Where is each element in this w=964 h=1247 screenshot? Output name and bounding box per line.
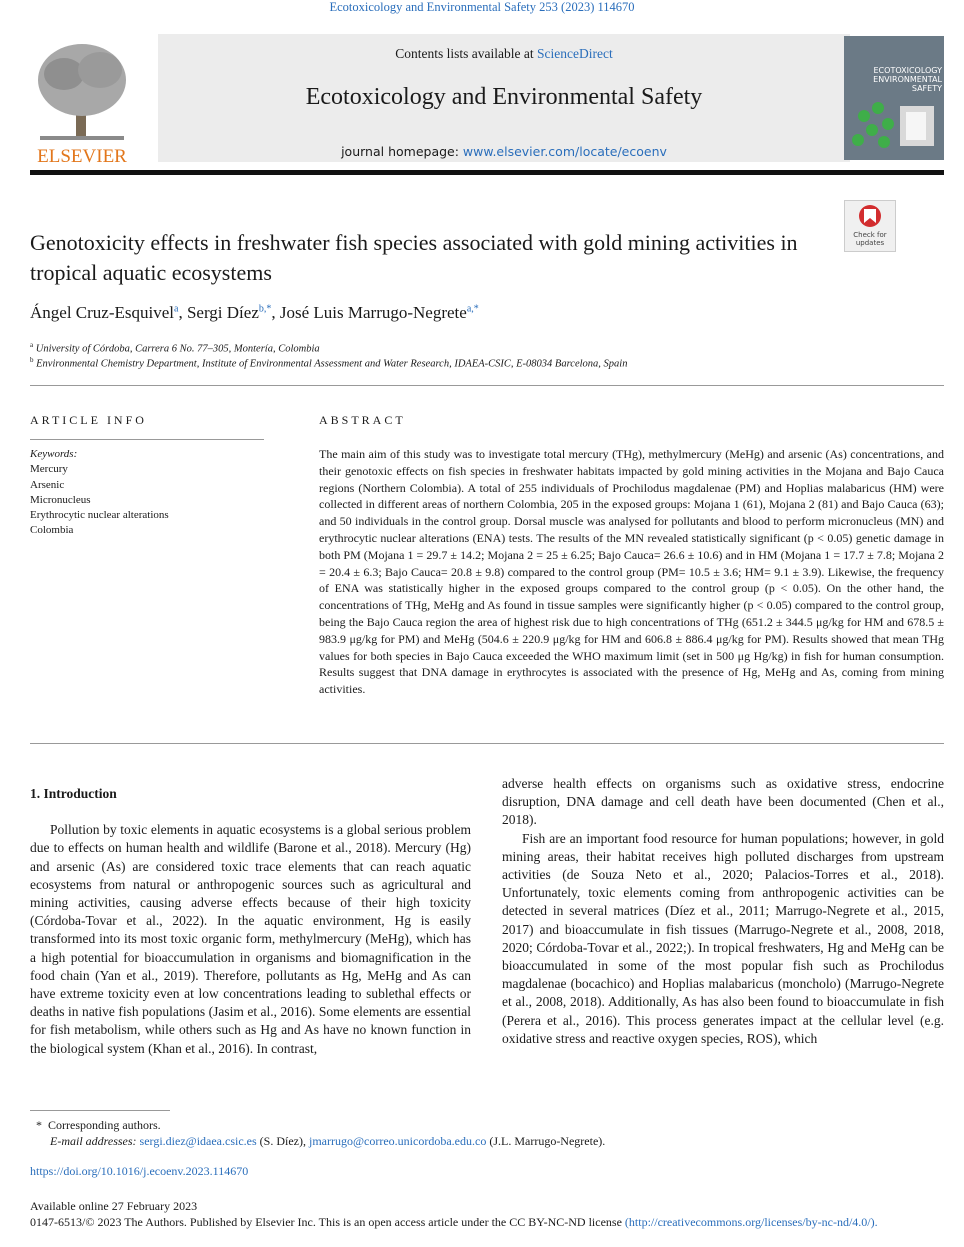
corresponding-note: * Corresponding authors. <box>36 1118 161 1132</box>
article-title: Genotoxicity effects in freshwater fish species associated with gold mining activities in tropical aquatic ecosystems <box>30 230 798 285</box>
homepage-line: journal homepage: www.elsevier.com/locate/ecoenv <box>341 144 667 159</box>
abstract-heading: ABSTRACT <box>319 413 406 427</box>
author-mark[interactable]: a <box>174 303 179 315</box>
affiliation: $^b$ Environmental Chemistry Department, Institute of Environmental Assessment and Water Research, IDAEA-CSIC, E-08034 Barcelona, Spain <box>30 356 628 370</box>
email-line: E-mail addresses: sergi.diez@idaea.csic.es (S. Díez), jmarrugo@correo.unicordoba.edu.co (J.L. Marrugo-Negrete). <box>50 1134 606 1148</box>
abstract-text: The main aim of this study was to investigate total mercury (THg), methylmercury (MeHg) and arsenic (As) concentrations, and their genotoxic effects on fish species in freshwater habitats impacted by gold mining activities in the Mojana and Bajo Cauca regions (Northern Colombia). A total of 255 individuals of Prochilodus magdalenae (PM) and Hoplias malabaricus (HM) were collected in different areas of northern Colombia, 205 in the exposed groups: Mojana 1 (61), Mojana 2 (81) and Bajo Cauca (63); and 50 individuals in the control group. Dorsal muscle was analysed for pollutants and blood to perform micronucleus (MN) and erythrocytic nuclear alterations (ENA) tests. The results of the MN revealed statistically significant (p < 0.05) genetic damage in both PM (Mojana 1 = 29.7 ± 14.2; Mojana 2 = 25 ± 6.25; Bajo Cauca= 26.6 ± 10.6) and in HM (Mojana 1 = 17.7 ± 7.8; Mojana 2 = 20.4 ± 6.3; Bajo Cauca= 20.8 ± 9.8) compared to the control group (PM= 10.5 ± 3.6; HM= 9.1 ± 3.9). Likewise, the frequency of ENA was statistically higher in the exposed groups compared to the control group (p < 0.05). On the other hand, the concentrations of THg, MeHg and As found in tissue samples were significantly higher (p < 0.05) compared to the control group, being the Bajo Cauca region the area of highest risk due to high concentrations of THg (651.2 ± 344.5 μg/kg for HM and 678.5 ± 983.9 μg/kg for PM) and MeHg (504.6 ± 220.9 μg/kg for HM and 606.8 ± 886.4 μg/kg for PM). Results showed that mean THg values for both species in Bajo Cauca exceeded the WHO maximum limit (set in 500 μg Hg/kg) in fish for human consumption. Results suggest that DNA damage in erythrocytes is associated with the presence of Hg, MeHg and As, coming from mining activities. <box>319 447 944 697</box>
journal-cover-image[interactable] <box>844 36 944 160</box>
author-name[interactable]: Ángel Cruz-Esquivel <box>30 303 174 322</box>
divider <box>30 385 944 386</box>
license-link[interactable]: (http://creativecommons.org/licenses/by-nc-nd/4.0/). <box>624 1215 878 1229</box>
journal-banner <box>30 34 944 166</box>
cover-artwork-icon <box>844 36 944 160</box>
sciencedirect-link[interactable]: ScienceDirect <box>537 46 613 61</box>
cover-title: ECOTOXICOLOGY ENVIRONMENTAL SAFETY <box>873 66 942 93</box>
check-for-updates-button[interactable] <box>844 200 896 252</box>
elsevier-wordmark: ELSEVIER <box>37 146 127 164</box>
paragraph: adverse health effects on organisms such as oxidative stress, endocrine disruption, DNA damage and cell death have been documented (Chen et al., 2018). <box>502 776 944 828</box>
paragraph: Fish are an important food resource for human populations; however, in gold mining areas, their habitat receives high polluted discharges from upstream activities (de Souza Neto et al., 2020; Palacios-Torres et al., 2018). Unfortunately, toxic elements coming from anthropogenic activities can be detected in several matrices (Díez et al., 2011; Marrugo-Negrete et al., 2015, 2017) and bioaccumulate in fish tissues (Marrugo-Negrete et al., 2008, 2018, 2020; Córdoba-Tovar et al., 2022;). In tropical freshwaters, Hg and MeHg can be bioaccumulated in some of the most popular fish such as Prochilodus magdalenae (bocachico) and Hoplias malabaricus (moncholo) (Marrugo-Negrete et al., 2008, 2018). Additionally, As has also been found to bioaccumulate in fish (Perera et al., 2016). This process generates impact at the cellular level (e.g. oxidative stress and reactive oxygen species, ROS), which <box>502 830 944 1046</box>
journal-citation[interactable]: Ecotoxicology and Environmental Safety 253 (2023) 114670 <box>329 0 635 14</box>
elsevier-logo[interactable] <box>30 40 134 164</box>
contents-line: Contents lists available at ScienceDirect <box>395 46 613 61</box>
email-link[interactable]: sergi.diez@idaea.csic.es <box>139 1134 257 1148</box>
author-name[interactable]: Sergi Díez <box>186 303 259 322</box>
intro-column-right <box>502 775 944 1048</box>
author-name[interactable]: José Luis Marrugo-Negrete <box>279 303 467 322</box>
keywords-label: Keywords: <box>30 448 78 460</box>
affiliation: $^a$ University of Córdoba, Carrera 6 No. 77–305, Montería, Colombia <box>30 341 320 355</box>
available-online: Available online 27 February 2023 <box>30 1199 198 1213</box>
divider <box>30 743 944 744</box>
doi-link[interactable]: https://doi.org/10.1016/j.ecoenv.2023.114670 <box>30 1164 249 1178</box>
journal-name: Ecotoxicology and Environmental Safety <box>305 84 703 110</box>
keyword: Micronucleus <box>30 493 91 506</box>
author-mark[interactable]: a,* <box>466 303 479 315</box>
crossmark-label: Check for updates <box>853 231 887 247</box>
keyword: Mercury <box>30 463 68 476</box>
keyword: Arsenic <box>30 478 65 491</box>
author-list: Ángel Cruz-Esquivel$^a$, Sergi Díez$^{b,*}$, José Luis Marrugo-Negrete$^{a,*}$ <box>30 303 479 322</box>
homepage-link[interactable]: www.elsevier.com/locate/ecoenv <box>462 144 667 159</box>
footnote-rule <box>30 1110 170 1111</box>
section-heading: 1. Introduction <box>30 786 117 801</box>
crossmark-icon <box>845 201 895 233</box>
author-mark[interactable]: b,* <box>258 303 272 315</box>
elsevier-tree-icon <box>30 40 134 164</box>
divider <box>30 439 264 440</box>
intro-column-left <box>30 785 471 1058</box>
journal-info-box <box>158 34 850 162</box>
license-line: 0147-6513/© 2023 The Authors. Published by Elsevier Inc. This is an open access article under the CC BY-NC-ND license (http://creativecommons.org/licenses/by-nc-nd/4.0/). <box>30 1215 878 1229</box>
keywords-block <box>30 447 169 539</box>
email-link[interactable]: jmarrugo@correo.unicordoba.edu.co <box>309 1134 487 1148</box>
article-info-heading: ARTICLE INFO <box>30 413 147 427</box>
keyword: Colombia <box>30 524 74 537</box>
paragraph: Pollution by toxic elements in aquatic ecosystems is a global serious problem due to effects on human health and wildlife (Barone et al., 2018). Mercury (Hg) and arsenic (As) are considered toxic trace elements that can reach aquatic ecosystems from natural or anthropogenic sources such as agricultural and mining activities, causing adverse effects because of their high toxicity (Córdoba-Tovar et al., 2022). In the aquatic environment, Hg is easily transformed into its most toxic organic form, methylmercury (MeHg), which has a high potential for bioaccumulation in organisms and biomagnification in the food chain (Yan et al., 2019). Therefore, pollutants as Hg, MeHg and As can have extreme toxicity even at low concentrations leading to sublethal effects or deaths in native fish populations (Jasim et al., 2016). Some elements are essential for fish metabolism, while others such as Hg and As have no known function in the biological system (Khan et al., 2016). In contrast, <box>30 822 471 1056</box>
keyword: Erythrocytic nuclear alterations <box>30 509 169 522</box>
header-rule <box>30 170 944 175</box>
